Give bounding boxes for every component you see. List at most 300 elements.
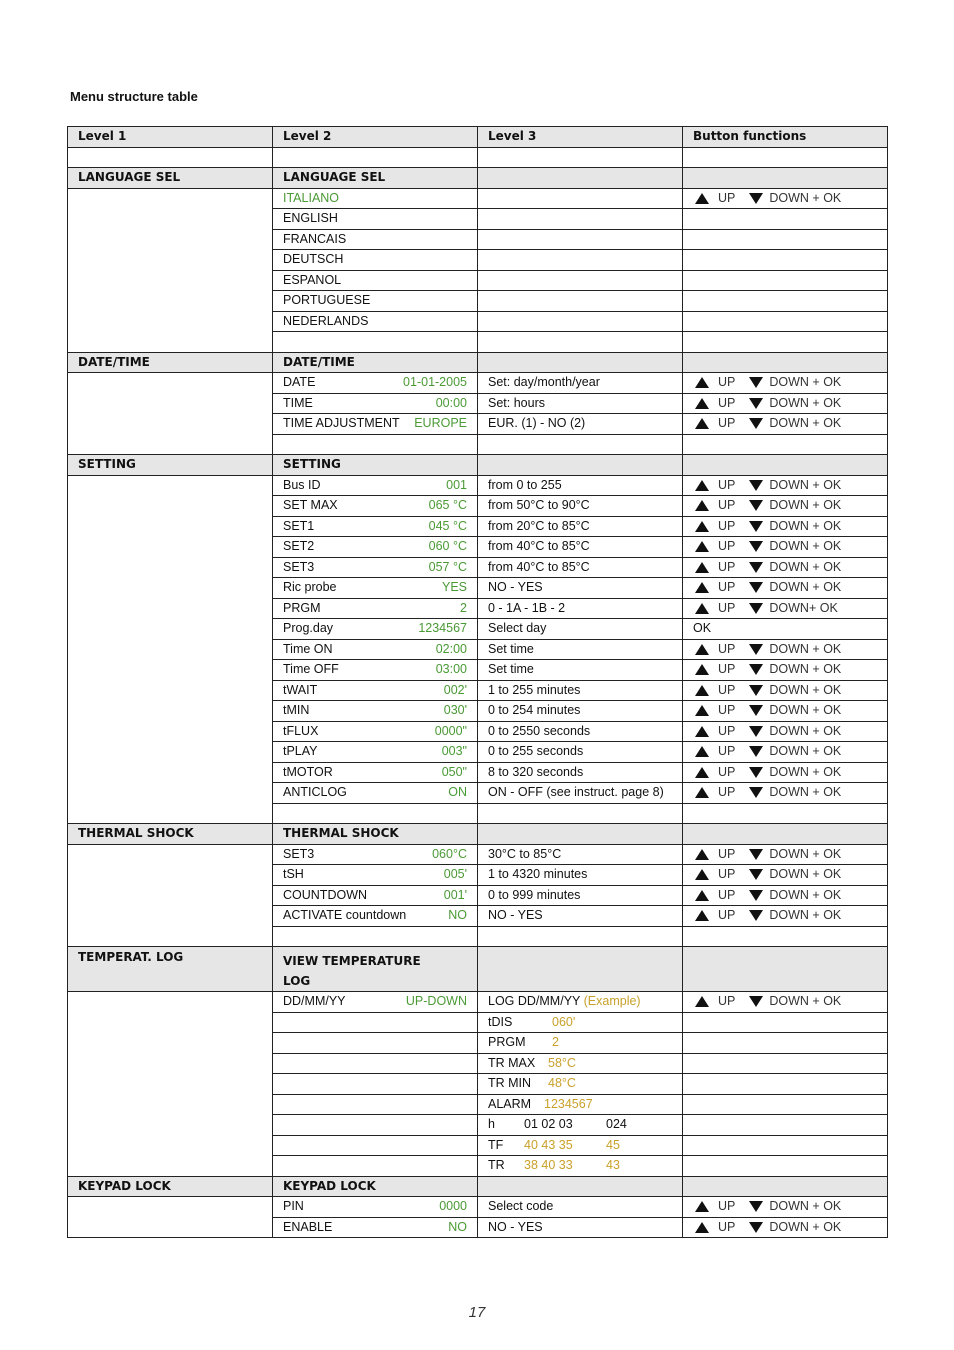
level2-cell (273, 721, 478, 742)
log-key: TR MIN (488, 1076, 532, 1091)
empty-cell (273, 434, 478, 455)
down-arrow-icon (749, 603, 763, 614)
down-arrow-icon (749, 582, 763, 593)
level3-text: Set time (488, 641, 534, 656)
up-label: UP (718, 723, 736, 738)
parameter-value: 0000 (439, 1199, 467, 1214)
level1-templog (68, 947, 273, 992)
button-cell (683, 414, 888, 435)
empty-cell (683, 926, 888, 947)
page-title: Menu structure table (70, 89, 198, 104)
parameter-label: Ric probe (283, 580, 337, 595)
level2-cell (273, 660, 478, 681)
level3-cell (478, 414, 683, 435)
button-functions (693, 1221, 877, 1234)
down-arrow-icon (749, 1201, 763, 1212)
parameter-label: tWAIT (283, 682, 318, 697)
level2-entry (283, 995, 467, 1008)
buttons-empty (683, 455, 888, 476)
up-label: UP (718, 375, 736, 390)
button-cell (683, 639, 888, 660)
language-option-label: DEUTSCH (283, 252, 344, 267)
level3-cell (478, 516, 683, 537)
level3-empty (478, 188, 683, 209)
button-cell (683, 1074, 888, 1095)
ok-label: OK (693, 621, 712, 636)
button-cell (683, 475, 888, 496)
parameter-label: ENABLE (283, 1219, 333, 1234)
level1-language (68, 168, 273, 189)
level3-cell (478, 496, 683, 517)
level1-blank (68, 188, 273, 352)
log-value: 01 02 03 (524, 1117, 573, 1132)
up-label: UP (718, 764, 736, 779)
empty-cell (273, 926, 478, 947)
level2-section-label: DATE/TIME (283, 354, 355, 369)
down-arrow-icon (749, 562, 763, 573)
button-functions-header-label: Button functions (693, 129, 807, 144)
level2-entry (283, 848, 467, 861)
up-arrow-icon (695, 193, 709, 204)
level2-cell (273, 619, 478, 640)
down-arrow-icon (749, 521, 763, 532)
down-arrow-icon (749, 664, 763, 675)
level2-entry (283, 868, 467, 881)
table-row (68, 1176, 888, 1197)
parameter-label: tPLAY (283, 744, 318, 759)
level3-cell (478, 557, 683, 578)
table-row (68, 475, 888, 496)
parameter-label: SET3 (283, 846, 315, 861)
down-ok-label: DOWN + OK (769, 846, 842, 861)
parameter-label: tFLUX (283, 723, 319, 738)
level3-cell (478, 373, 683, 394)
level1-label: THERMAL SHOCK (78, 826, 194, 841)
log-value: 48°C (548, 1076, 576, 1091)
down-ok-label: DOWN + OK (769, 662, 842, 677)
up-arrow-icon (695, 418, 709, 429)
button-cell (683, 1156, 888, 1177)
button-functions (693, 479, 877, 492)
button-functions (693, 1200, 877, 1213)
down-arrow-icon (749, 398, 763, 409)
level2-entry (283, 704, 467, 717)
level3-cell (478, 475, 683, 496)
down-arrow-icon (749, 996, 763, 1007)
parameter-value: UP-DOWN (405, 994, 467, 1009)
level2-section-language (273, 168, 478, 189)
level2-cell (273, 992, 478, 1013)
button-cell (683, 844, 888, 865)
level-2-header-label: Level 2 (283, 129, 332, 144)
down-arrow-icon (749, 1222, 763, 1233)
level-1-header (68, 127, 273, 148)
down-arrow-icon (749, 377, 763, 388)
level2-section-label: VIEW TEMPERATURE (283, 954, 421, 968)
button-cell (683, 393, 888, 414)
up-label: UP (718, 539, 736, 554)
parameter-value: 003" (441, 744, 467, 759)
parameter-value: NO (448, 1219, 467, 1234)
down-arrow-icon (749, 910, 763, 921)
level1-setting (68, 455, 273, 476)
down-ok-label: DOWN + OK (769, 887, 842, 902)
level3-text: from 50°C to 90°C (488, 498, 590, 513)
level3-cell (478, 762, 683, 783)
button-functions (693, 540, 877, 553)
up-arrow-icon (695, 521, 709, 532)
buttons-empty (683, 947, 888, 992)
up-arrow-icon (695, 869, 709, 880)
language-option-label: ENGLISH (283, 211, 338, 226)
empty-cell (683, 434, 888, 455)
level3-cell (478, 680, 683, 701)
language-option-label: FRANCAIS (283, 231, 347, 246)
log-value: 2 (552, 1035, 559, 1050)
button-cell (683, 680, 888, 701)
level1-datetime (68, 352, 273, 373)
level3-text: from 0 to 255 (488, 477, 562, 492)
parameter-value: 001' (443, 887, 467, 902)
language-option (273, 291, 478, 312)
down-arrow-icon (749, 418, 763, 429)
button-cell (683, 578, 888, 599)
parameter-label: SET MAX (283, 498, 338, 513)
language-option-label: PORTUGUESE (283, 293, 371, 308)
up-arrow-icon (695, 996, 709, 1007)
level3-empty (478, 270, 683, 291)
button-functions (693, 704, 877, 717)
level3-cell (478, 393, 683, 414)
level-2-header (273, 127, 478, 148)
up-arrow-icon (695, 787, 709, 798)
up-label: UP (718, 744, 736, 759)
up-arrow-icon (695, 1201, 709, 1212)
button-cell (683, 1115, 888, 1136)
level3-cell (478, 619, 683, 640)
log-cell (478, 1115, 683, 1136)
level2-section-thermal (273, 824, 478, 845)
log-value: 58°C (548, 1055, 576, 1070)
level3-text: ON - OFF (see instruct. page 8) (488, 785, 664, 800)
parameter-value: YES (441, 580, 467, 595)
log-key: PRGM (488, 1035, 526, 1050)
buttons-empty (683, 352, 888, 373)
level2-entry (283, 1221, 467, 1234)
parameter-label: Time ON (283, 641, 333, 656)
parameter-label: Time OFF (283, 662, 339, 677)
log-cell (478, 1156, 683, 1177)
empty-cell (478, 332, 683, 353)
button-functions (693, 684, 877, 697)
down-ok-label: DOWN + OK (769, 994, 842, 1009)
table-row (68, 147, 888, 168)
parameter-value: EUROPE (414, 416, 467, 431)
level2-cell (273, 885, 478, 906)
up-label: UP (718, 498, 736, 513)
level1-blank (68, 1197, 273, 1238)
level2-cell (273, 557, 478, 578)
empty-cell (68, 147, 273, 168)
level3-empty (478, 168, 683, 189)
parameter-label: tMIN (283, 703, 310, 718)
language-option (273, 270, 478, 291)
level2-entry (283, 725, 467, 738)
table-row (68, 844, 888, 865)
button-cell (683, 885, 888, 906)
level3-empty (478, 311, 683, 332)
level2-section-label: THERMAL SHOCK (283, 826, 399, 841)
up-arrow-icon (695, 664, 709, 675)
button-functions (693, 786, 877, 799)
down-ok-label: DOWN+ OK (769, 600, 838, 615)
level1-label: KEYPAD LOCK (78, 1178, 171, 1193)
parameter-value: 03:00 (435, 662, 467, 677)
level2-cell (273, 414, 478, 435)
up-label: UP (718, 580, 736, 595)
button-functions (693, 561, 877, 574)
level2-cell (273, 516, 478, 537)
level2-blank (273, 1135, 478, 1156)
log-value: 38 40 33 (524, 1158, 573, 1173)
up-label: UP (718, 641, 736, 656)
down-arrow-icon (749, 726, 763, 737)
table-row (68, 455, 888, 476)
up-arrow-icon (695, 767, 709, 778)
level2-entry (283, 684, 467, 697)
parameter-label: ACTIVATE countdown (283, 908, 407, 923)
level2-section-keypad (273, 1176, 478, 1197)
parameter-label: tSH (283, 867, 304, 882)
button-cell (683, 906, 888, 927)
level2-cell (273, 906, 478, 927)
level1-label: DATE/TIME (78, 354, 150, 369)
log-value: 060' (552, 1014, 576, 1029)
down-arrow-icon (749, 767, 763, 778)
log-label: LOG DD/MM/YY (488, 994, 581, 1009)
button-functions (693, 376, 877, 389)
parameter-label: TIME (283, 395, 313, 410)
level3-cell (478, 783, 683, 804)
down-arrow-icon (749, 685, 763, 696)
up-label: UP (718, 785, 736, 800)
up-arrow-icon (695, 910, 709, 921)
level2-entry (283, 889, 467, 902)
down-ok-label: DOWN + OK (769, 559, 842, 574)
level-1-header-label: Level 1 (78, 129, 127, 144)
log-cell (478, 1053, 683, 1074)
level3-text: from 20°C to 85°C (488, 518, 590, 533)
parameter-label: ANTICLOG (283, 785, 347, 800)
up-label: UP (718, 908, 736, 923)
level2-blank (273, 1156, 478, 1177)
table-row (68, 824, 888, 845)
up-label: UP (718, 395, 736, 410)
level3-text: Set: hours (488, 395, 545, 410)
button-cell (683, 742, 888, 763)
parameter-value: 005' (443, 867, 467, 882)
level3-text: 0 - 1A - 1B - 2 (488, 600, 566, 615)
level3-cell (478, 639, 683, 660)
up-label: UP (718, 846, 736, 861)
level3-cell (478, 865, 683, 886)
parameter-value: 057 °C (428, 559, 467, 574)
level3-empty (478, 229, 683, 250)
level3-empty (478, 455, 683, 476)
parameter-value: 002' (443, 682, 467, 697)
parameter-value: 045 °C (428, 518, 467, 533)
level3-cell (478, 885, 683, 906)
level2-cell (273, 578, 478, 599)
level2-entry (283, 622, 467, 635)
log-cell (478, 1074, 683, 1095)
button-cell (683, 1053, 888, 1074)
table-row (68, 1197, 888, 1218)
button-functions (693, 995, 877, 1008)
level1-label: TEMPERAT. LOG (78, 950, 184, 964)
parameter-value: 050" (441, 764, 467, 779)
language-option (273, 209, 478, 230)
level2-section-label: LANGUAGE SEL (283, 170, 386, 185)
button-functions (693, 909, 877, 922)
down-ok-label: DOWN + OK (769, 518, 842, 533)
button-cell (683, 270, 888, 291)
up-arrow-icon (695, 685, 709, 696)
language-option (273, 229, 478, 250)
down-ok-label: DOWN + OK (769, 908, 842, 923)
parameter-value: 060°C (432, 846, 467, 861)
up-label: UP (718, 662, 736, 677)
language-option (273, 250, 478, 271)
up-label: UP (718, 1219, 736, 1234)
parameter-value: ON (448, 785, 467, 800)
level1-label: SETTING (78, 457, 136, 472)
level2-entry (283, 581, 467, 594)
parameter-label: DATE (283, 375, 316, 390)
level1-blank (68, 844, 273, 947)
down-ok-label: DOWN + OK (769, 375, 842, 390)
level2-entry (283, 786, 467, 799)
down-ok-label: DOWN + OK (769, 744, 842, 759)
button-cell (683, 701, 888, 722)
button-cell (683, 557, 888, 578)
parameter-value: 2 (460, 600, 467, 615)
level2-cell (273, 639, 478, 660)
level2-section-label: LOG (283, 974, 311, 988)
table-row (68, 947, 888, 992)
button-functions (693, 868, 877, 881)
level1-blank (68, 475, 273, 824)
level2-entry (283, 540, 467, 553)
up-label: UP (718, 190, 736, 205)
button-cell (683, 311, 888, 332)
level3-text: 0 to 2550 seconds (488, 723, 591, 738)
level2-entry (283, 417, 467, 430)
parameter-label: Bus ID (283, 477, 321, 492)
button-cell (683, 598, 888, 619)
level3-cell (478, 701, 683, 722)
level1-label: LANGUAGE SEL (78, 170, 181, 185)
button-functions (693, 889, 877, 902)
log-key: TR MAX (488, 1055, 536, 1070)
level1-blank (68, 992, 273, 1177)
level2-entry (283, 643, 467, 656)
buttons-empty (683, 168, 888, 189)
log-key: TF (488, 1137, 504, 1152)
up-label: UP (718, 559, 736, 574)
up-arrow-icon (695, 500, 709, 511)
level2-cell (273, 496, 478, 517)
button-cell (683, 721, 888, 742)
parameter-value: 02:00 (435, 641, 467, 656)
button-cell (683, 619, 888, 640)
level2-entry (283, 376, 467, 389)
level2-entry (283, 602, 467, 615)
button-functions (693, 643, 877, 656)
level3-cell (478, 660, 683, 681)
up-label: UP (718, 867, 736, 882)
up-arrow-icon (695, 705, 709, 716)
down-ok-label: DOWN + OK (769, 641, 842, 656)
level3-cell (478, 742, 683, 763)
button-cell (683, 865, 888, 886)
button-cell (683, 1197, 888, 1218)
button-cell (683, 537, 888, 558)
empty-cell (273, 332, 478, 353)
empty-cell (273, 803, 478, 824)
level2-section-datetime (273, 352, 478, 373)
level-3-header-label: Level 3 (488, 129, 537, 144)
table-row (68, 127, 888, 148)
button-functions (693, 417, 877, 430)
down-ok-label: DOWN + OK (769, 764, 842, 779)
down-ok-label: DOWN + OK (769, 1219, 842, 1234)
button-functions (693, 745, 877, 758)
parameter-value: 1234567 (418, 621, 467, 636)
up-arrow-icon (695, 582, 709, 593)
up-arrow-icon (695, 726, 709, 737)
log-value-2: 43 (606, 1158, 620, 1173)
level3-cell (478, 578, 683, 599)
parameter-value: 01-01-2005 (403, 375, 467, 390)
level2-section-label: SETTING (283, 457, 341, 472)
up-arrow-icon (695, 603, 709, 614)
level2-entry (283, 520, 467, 533)
log-value-2: 45 (606, 1137, 620, 1152)
button-functions (693, 192, 877, 205)
level2-entry (283, 766, 467, 779)
level3-text: Select day (488, 621, 547, 636)
parameter-label: SET1 (283, 518, 315, 533)
up-label: UP (718, 703, 736, 718)
log-value: 1234567 (544, 1096, 593, 1111)
level2-entry (283, 909, 467, 922)
level2-cell (273, 393, 478, 414)
level3-text: 1 to 255 minutes (488, 682, 581, 697)
button-functions-header (683, 127, 888, 148)
parameter-value: 001 (446, 477, 467, 492)
up-label: UP (718, 1199, 736, 1214)
down-ok-label: DOWN + OK (769, 785, 842, 800)
down-ok-label: DOWN + OK (769, 1199, 842, 1214)
level2-cell (273, 1217, 478, 1238)
parameter-label: TIME ADJUSTMENT (283, 416, 400, 431)
button-functions (693, 848, 877, 861)
down-ok-label: DOWN + OK (769, 867, 842, 882)
level3-text: 8 to 320 seconds (488, 764, 584, 779)
down-ok-label: DOWN + OK (769, 539, 842, 554)
level2-cell (273, 701, 478, 722)
